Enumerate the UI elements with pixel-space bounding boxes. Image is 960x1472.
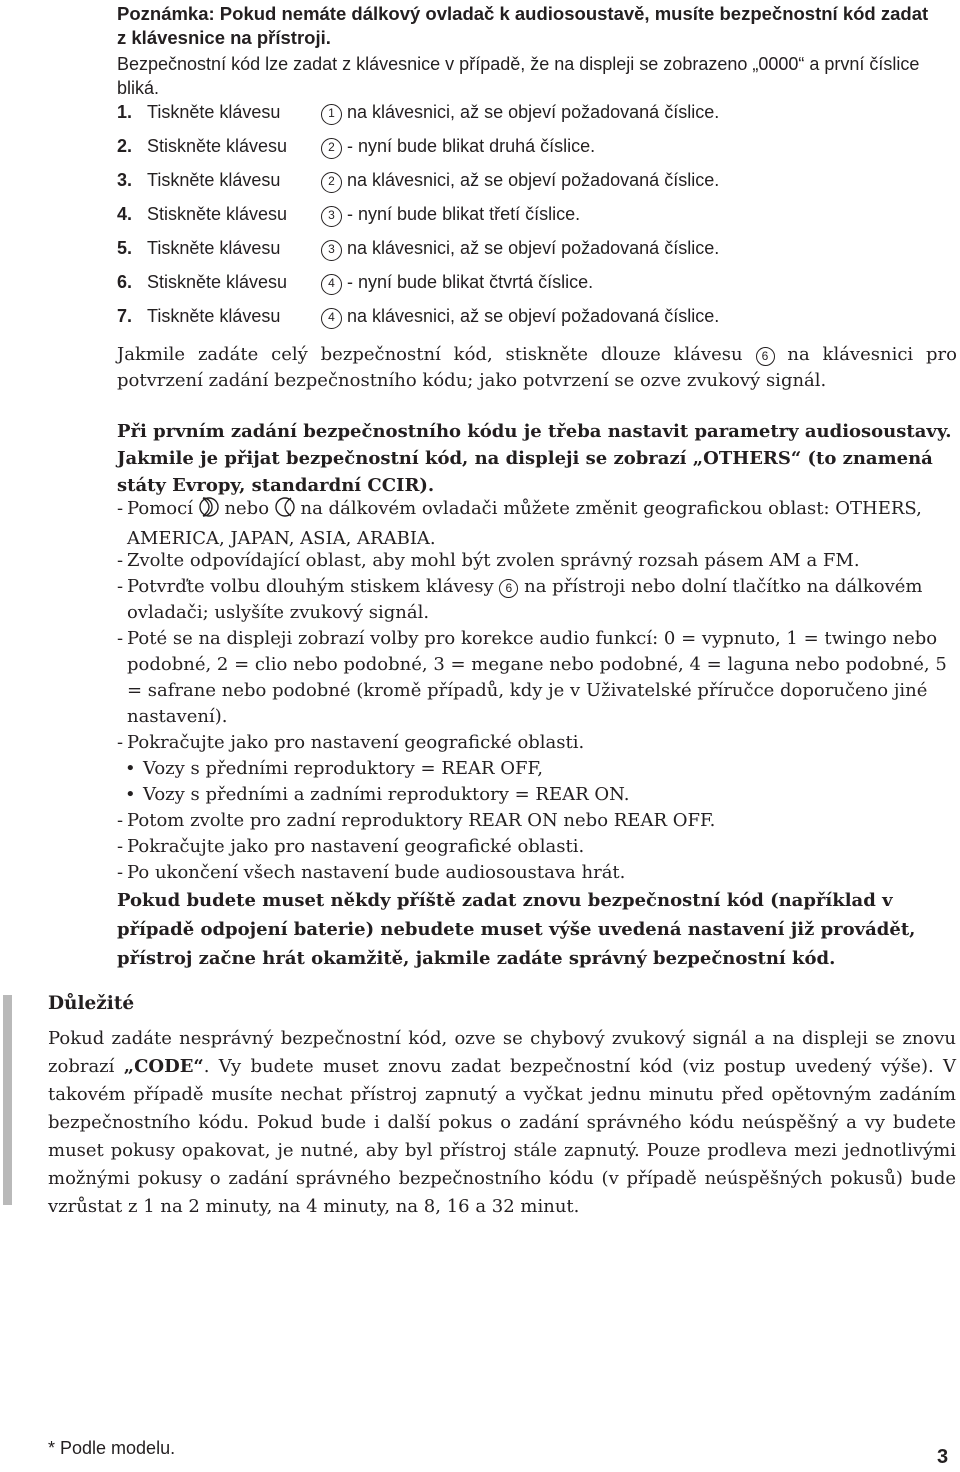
note-text: Bezpečnostní kód lze zadat z klávesnice v případě, že na displeji se zobrazeno „0000“ a první číslice bliká.	[117, 54, 920, 98]
step-number: 5.	[117, 238, 133, 258]
dash-marker: -	[117, 498, 124, 519]
bullet-marker: •	[125, 758, 136, 779]
list-text: Po ukončení všech nastavení bude audiosoustava hrát.	[127, 862, 626, 883]
step-text: Tiskněte klávesu	[147, 170, 281, 190]
step-text: Tiskněte klávesu	[147, 238, 281, 258]
step-number: 7.	[117, 306, 133, 326]
dash-marker: -	[117, 732, 124, 753]
list-text: Poté se na displeji zobrazí volby pro korekce audio funkcí: 0 = vypnuto, 1 = twingo nebo podobné, 2 = clio nebo podobné, 3 = megane nebo podobné, 4 = laguna nebo podobné, 5 = safrane nebo podobné (kromě případů, kdy je v Uživatelské příručce doporučeno jiné nastavení).	[127, 628, 947, 727]
first-entry-block	[117, 418, 957, 499]
list-item	[117, 626, 957, 730]
list-item	[117, 574, 957, 626]
bullet-item	[117, 756, 817, 782]
step-text: na klávesnici, až se objeví požadovaná číslice.	[347, 170, 720, 190]
list-text: Potom zvolte pro zadní reproduktory REAR ON nebo REAR OFF.	[127, 810, 716, 831]
important-text-part: Pokud zadáte nesprávný bezpečnostní kód, ozve se chybový zvukový signál a na displeji se znovu zobrazí	[48, 1028, 956, 1077]
step-text: Stiskněte klávesu	[147, 136, 288, 156]
important-sidebar-bar	[3, 995, 12, 1205]
list-item	[117, 496, 957, 548]
step-number: 2.	[117, 136, 133, 156]
list-item	[117, 808, 957, 834]
key-icon: 2	[321, 138, 342, 159]
key-icon: 4	[321, 308, 342, 329]
step-text: Tiskněte klávesu	[147, 102, 281, 122]
list-item	[117, 834, 957, 860]
bullet-text: Vozy s předními reproduktory = REAR OFF,	[143, 758, 543, 779]
key-icon: 3	[321, 206, 342, 227]
dash-marker: -	[117, 836, 124, 857]
step-text: - nyní bude blikat třetí číslice.	[347, 204, 581, 224]
arrow-right-icon	[199, 496, 219, 526]
step-text: Stiskněte klávesu	[147, 272, 288, 292]
list-text: Potvrďte volbu dlouhým stiskem klávesy	[127, 576, 494, 597]
key-icon: 3	[321, 240, 342, 261]
bullet-item	[117, 782, 817, 808]
key-icon: 2	[321, 172, 342, 193]
list-item	[117, 860, 957, 886]
arrow-left-icon	[275, 496, 295, 526]
list-item-text	[127, 574, 957, 626]
dash-marker: -	[117, 576, 124, 597]
list-text: Pokračujte jako pro nastavení geografické oblasti.	[127, 732, 585, 753]
step-text: na klávesnici, až se objeví požadovaná číslice.	[347, 102, 720, 122]
page-number: 3	[937, 1446, 949, 1468]
closing-paragraph: Pokud budete muset někdy příště zadat znovu bezpečnostní kód (například v případě odpojení baterie) nebudete muset výše uvedená nastavení již provádět, přístroj začne hrát okamžitě, jakmile zadáte správný bezpečnostní kód.	[117, 890, 916, 969]
important-title: Důležité	[48, 993, 135, 1014]
dash-marker: -	[117, 810, 124, 831]
list-text: Zvolte odpovídající oblast, aby mohl být zvolen správný rozsah pásem AM a FM.	[127, 550, 860, 571]
step-number: 1.	[117, 102, 133, 122]
step-text: - nyní bude blikat druhá číslice.	[347, 136, 596, 156]
first-entry-line: Jakmile je přijat bezpečnostní kód, na displeji se zobrazí „OTHERS“ (to znamená státy Evropy, standardní CCIR).	[117, 448, 933, 496]
dash-marker: -	[117, 628, 124, 649]
bullet-marker: •	[125, 784, 136, 805]
step-text: Tiskněte klávesu	[147, 306, 281, 326]
list-text: Pokračujte jako pro nastavení geografické oblasti.	[127, 836, 585, 857]
step-text: na klávesnici, až se objeví požadovaná číslice.	[347, 238, 720, 258]
step-text: na klávesnici, až se objeví požadovaná číslice.	[347, 306, 720, 326]
note-title: Poznámka: Pokud nemáte dálkový ovladač k audiosoustavě, musíte bezpečnostní kód zadat z klávesnice na přístroji.	[117, 3, 929, 48]
key-icon: 4	[321, 274, 342, 295]
list-text: na přístroji nebo dolní tlačítko na dálkovém ovladači; uslyšíte zvukový signál.	[127, 576, 923, 623]
key-icon: 6	[499, 579, 518, 598]
footnote: * Podle modelu.	[48, 1438, 176, 1458]
list-text: nebo	[224, 498, 270, 519]
dash-marker: -	[117, 862, 124, 883]
list-item	[117, 548, 957, 574]
confirm-text: Jakmile zadáte celý bezpečnostní kód, stiskněte dlouze klávesu	[117, 344, 743, 365]
step-number: 4.	[117, 204, 133, 224]
step-number: 6.	[117, 272, 133, 292]
dash-marker: -	[117, 550, 124, 571]
step-text: Stiskněte klávesu	[147, 204, 288, 224]
first-entry-line: Při prvním zadání bezpečnostního kódu je třeba nastavit parametry audiosoustavy.	[117, 421, 952, 442]
confirm-paragraph	[117, 342, 957, 394]
step-text: - nyní bude blikat čtvrtá číslice.	[347, 272, 594, 292]
step-number: 3.	[117, 170, 133, 190]
bullet-text: Vozy s předními a zadními reproduktory = REAR ON.	[143, 784, 630, 805]
key-icon: 6	[756, 347, 775, 366]
list-item	[117, 730, 957, 756]
list-item-text	[127, 496, 957, 552]
key-icon: 1	[321, 104, 342, 125]
confirm-text: na klávesnici pro potvrzení zadání bezpečnostního kódu; jako potvrzení se ozve zvukový signál.	[117, 344, 957, 391]
code-label: „CODE“	[123, 1056, 204, 1077]
important-text-part: . Vy budete muset znovu zadat bezpečnostní kód (viz postup uvedený výše). V takovém případě musíte nechat přístroj zapnutý a vyčkat jednu minutu před opětovným zadáním bezpečnostního kódu. Pokud bude i další pokus o zadání správného kódu neúspěšný a vy budete muset pokusy opakovat, je nutné, aby byl přístroj stále zapnutý. Pouze prodleva mezi jednotlivými možnými pokusy o zadání správného bezpečnostního kódu (v případě neúspěšných pokusů) bude vzrůstat z 1 na 2 minuty, na 4 minuty, na 8, 16 a 32 minut.	[48, 1056, 956, 1217]
list-text: na dálkovém ovladači můžete změnit geografickou oblast: OTHERS, AMERICA, JAPAN, ASIA, ARABIA.	[127, 498, 922, 549]
list-text: Pomocí	[127, 498, 193, 519]
important-text	[48, 1025, 956, 1221]
